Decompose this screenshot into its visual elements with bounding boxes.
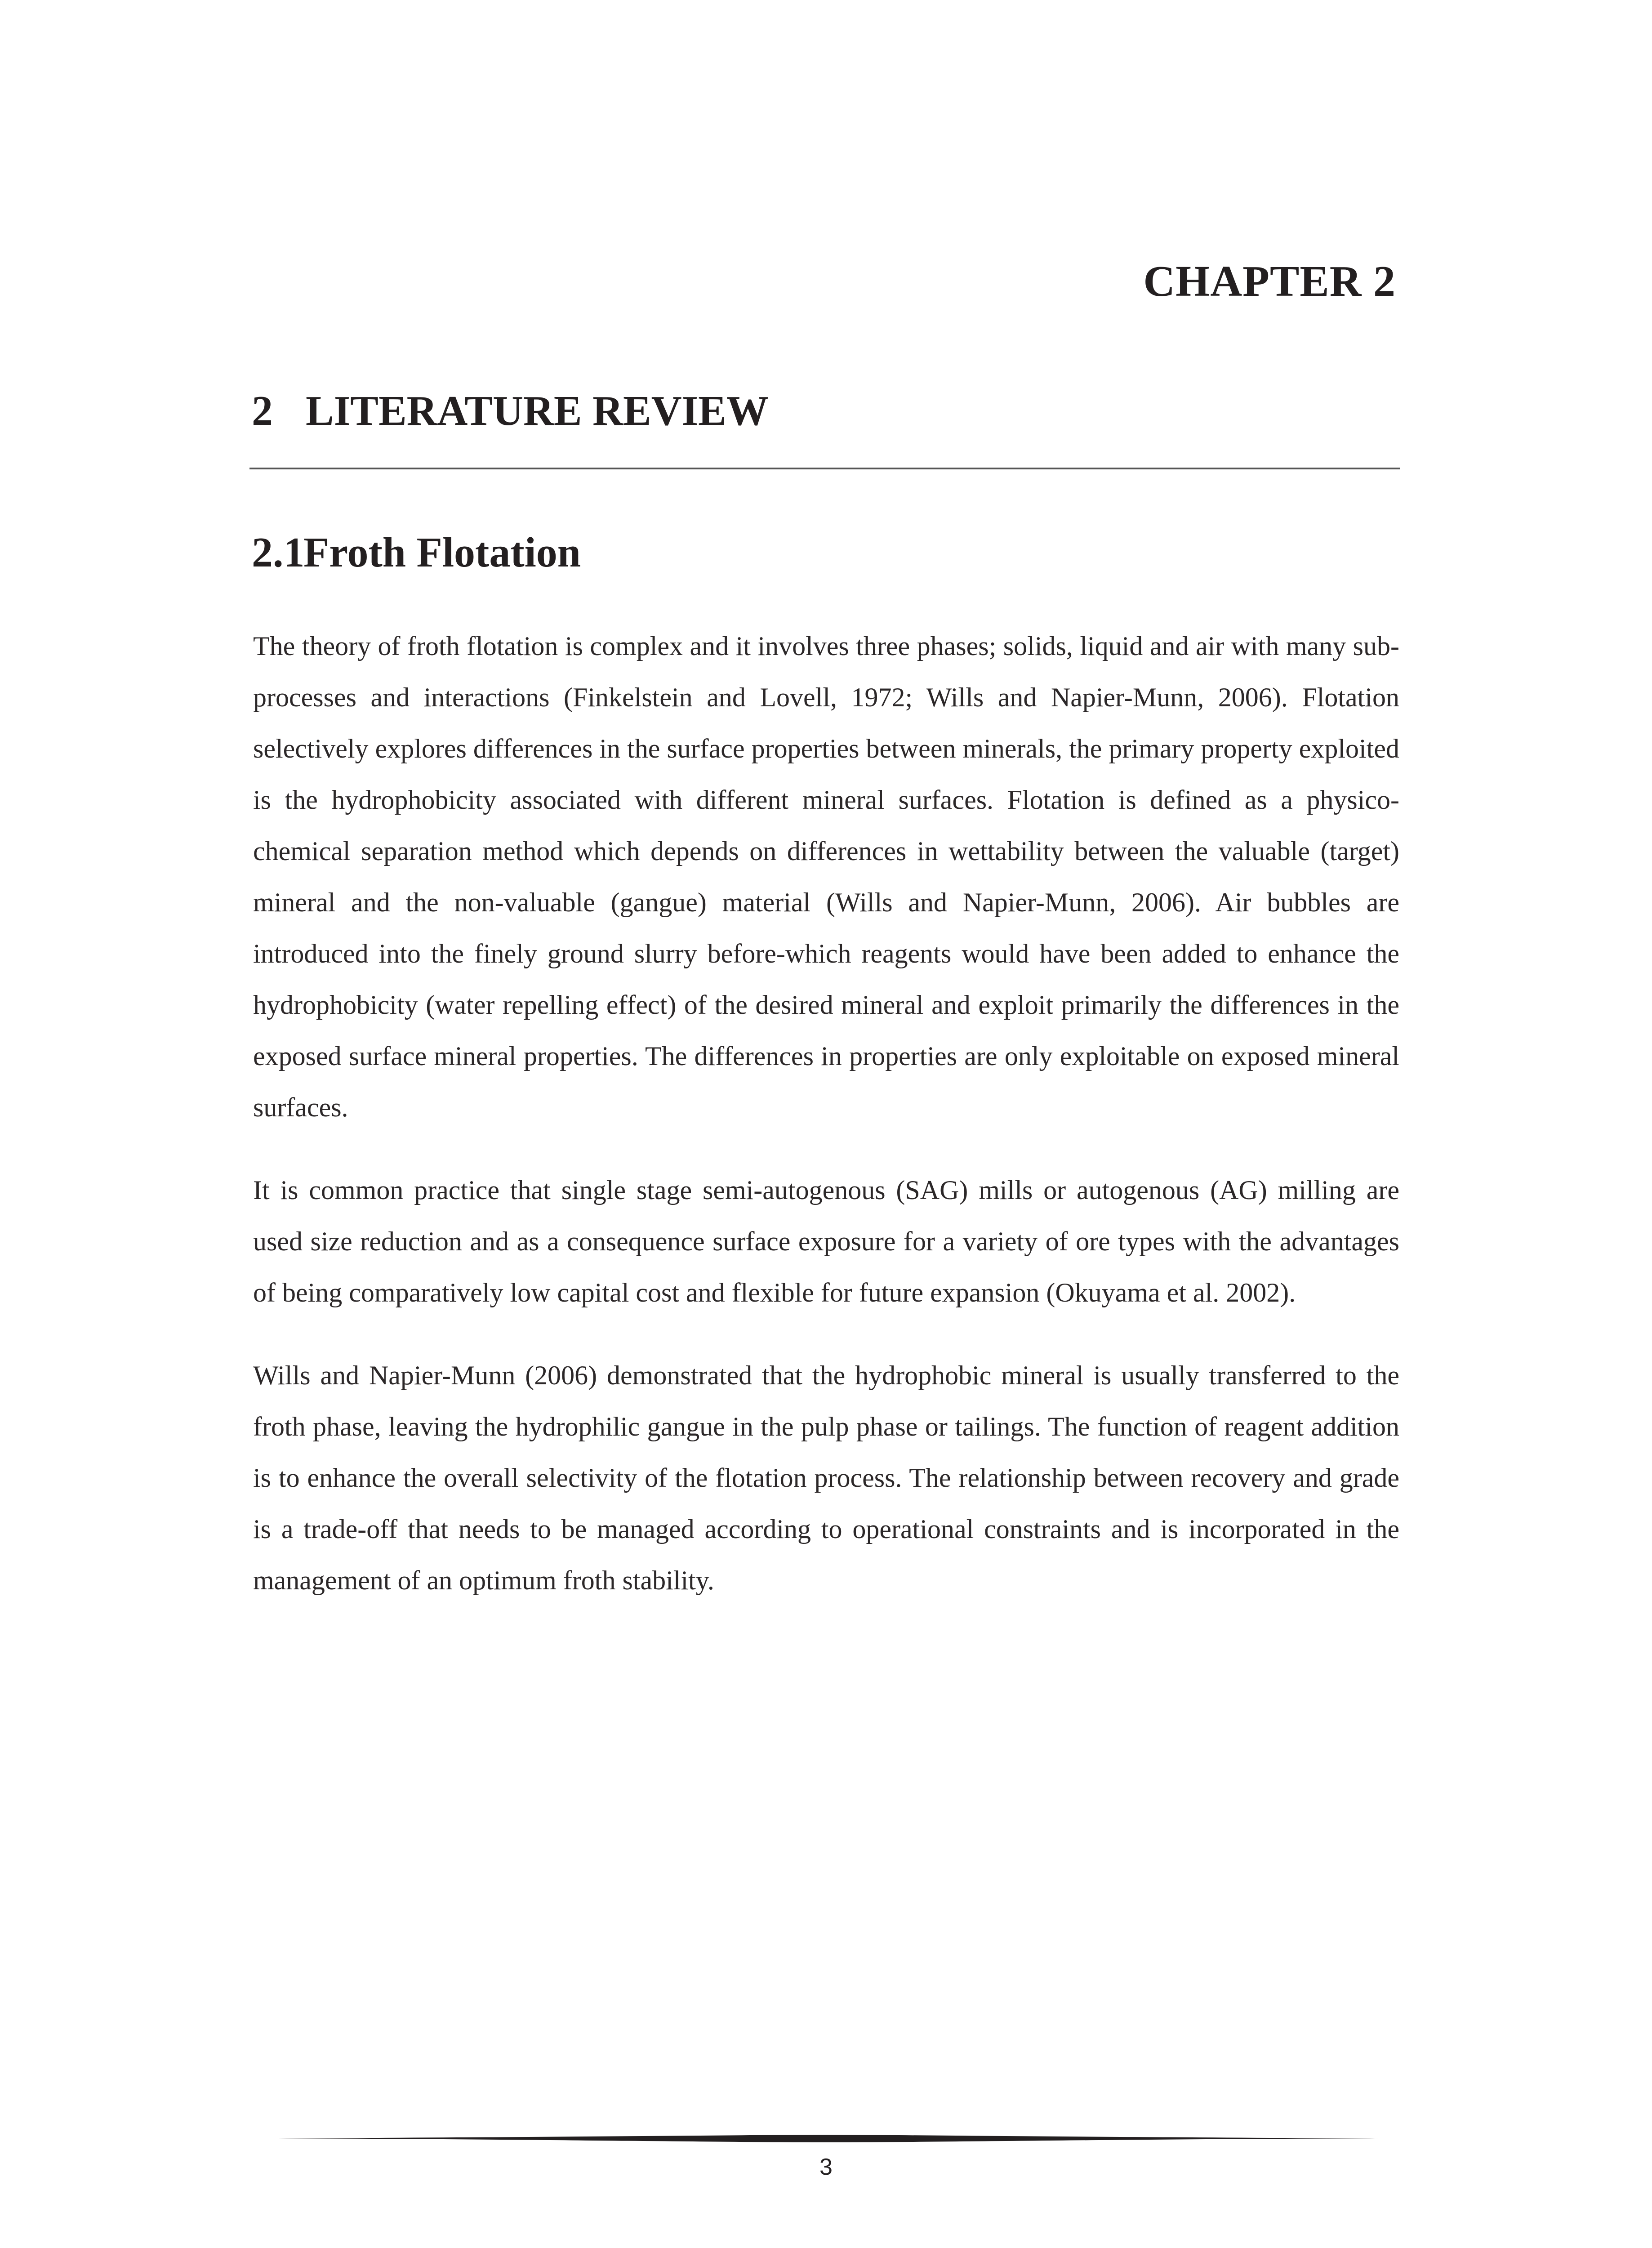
section-heading	[252, 528, 581, 577]
chapter-number: 2	[252, 388, 273, 434]
paragraph: It is common practice that single stage semi-autogenous (SAG) mills or autogenous (AG) milling are used size reduction and as a consequence surface exposure for a variety of ore types with the advantages of being comparatively low capital cost and flexible for future expansion (Okuyama et al. 2002).	[253, 1175, 1399, 1307]
chapter-label: CHAPTER 2	[1143, 257, 1396, 306]
heading-divider	[249, 468, 1400, 469]
page-number: 3	[819, 2154, 833, 2180]
footer-divider	[270, 2133, 1380, 2143]
paragraph: The theory of froth flotation is complex and it involves three phases; solids, liquid and air with many sub-processes and interactions (Finkelstein and Lovell, 1972; Wills and Napier-Munn, 2006). Flotation selectively explores differences in the surface properties between minerals, the primary property exploited is the hydrophobicity associated with different mineral surfaces. Flotation is defined as a physico-chemical separation method which depends on differences in wettability between the valuable (target) mineral and the non-valuable (gangue) material (Wills and Napier-Munn, 2006). Air bubbles are introduced into the finely ground slurry before-which reagents would have been added to enhance the hydrophobicity (water repelling effect) of the desired mineral and exploit primarily the differences in the exposed surface mineral properties. The differences in properties are only exploitable on exposed mineral surfaces.	[253, 631, 1399, 1122]
section-title: Froth Flotation	[303, 529, 581, 576]
section-number: 2.1	[252, 529, 305, 576]
chapter-title: LITERATURE REVIEW	[306, 388, 769, 434]
body-text	[253, 620, 1399, 1637]
paragraph: Wills and Napier-Munn (2006) demonstrated that the hydrophobic mineral is usually transferred to the froth phase, leaving the hydrophilic gangue in the pulp phase or tailings. The function of reagent addition is to enhance the overall selectivity of the flotation process. The relationship between recovery and grade is a trade-off that needs to be managed according to operational constraints and is incorporated in the management of an optimum froth stability.	[253, 1360, 1399, 1595]
chapter-heading	[252, 387, 769, 435]
